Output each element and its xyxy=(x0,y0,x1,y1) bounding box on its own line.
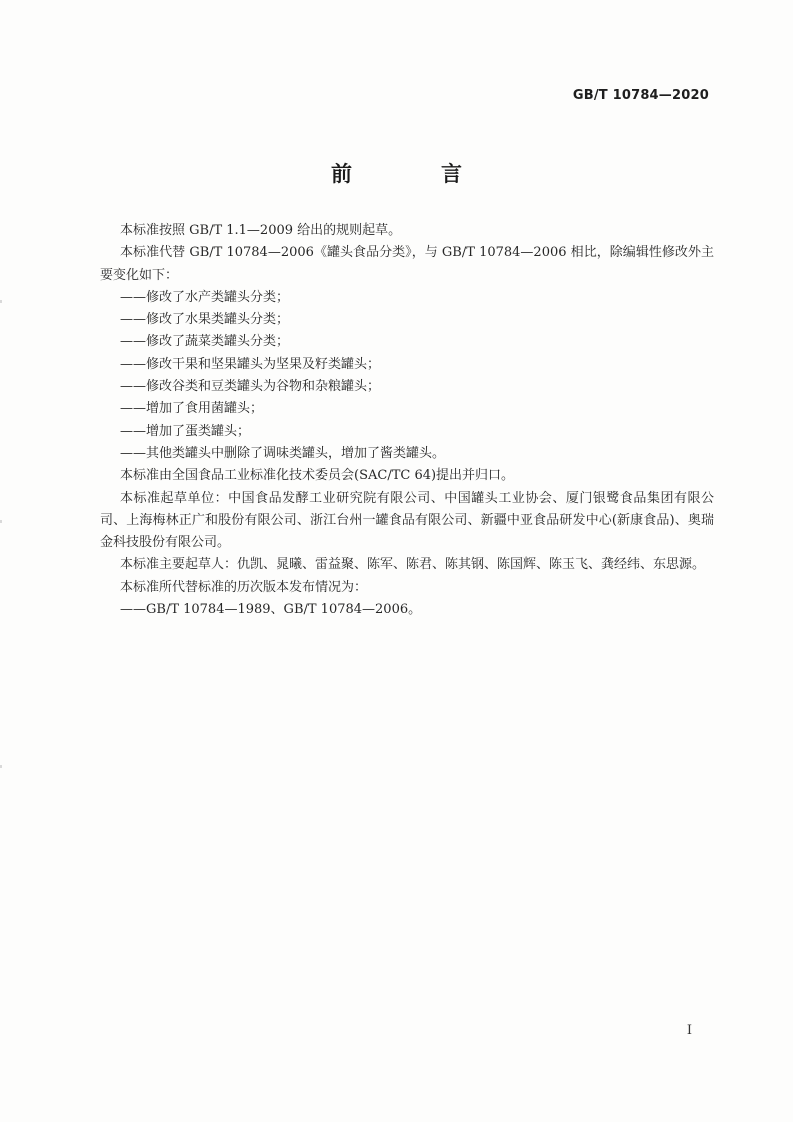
paragraph-drafters: 本标准主要起草人：仇凯、晁曦、雷益聚、陈军、陈君、陈其钢、陈国辉、陈玉飞、龚经纬、东思源。 xyxy=(120,557,706,573)
list-item: ——其他类罐头中删除了调味类罐头，增加了酱类罐头。 xyxy=(120,445,446,461)
list-item: ——修改谷类和豆类罐头为谷物和杂粮罐头； xyxy=(120,379,381,395)
paragraph-drafting-units: 本标准起草单位：中国食品发酵工业研究院有限公司、中国罐头工业协会、厦门银鹭食品集团有限公司、上海梅林正广和股份有限公司、浙江台州一罐食品有限公司、新疆中亚食品研发中心(新康食品)、奥瑞金科技股份有限公司。 xyxy=(100,490,714,551)
paragraph-proposer: 本标准由全国食品工业标准化技术委员会(SAC/TC 64)提出并归口。 xyxy=(120,468,515,484)
scan-artifact xyxy=(0,300,2,303)
standard-code: GB/T 10784—2020 xyxy=(572,88,709,103)
scan-artifact xyxy=(0,765,2,768)
list-item: ——修改干果和坚果罐头为坚果及籽类罐头； xyxy=(120,356,381,372)
changes-list xyxy=(100,287,714,465)
list-item: ——修改了水果类罐头分类； xyxy=(120,312,290,328)
paragraph-drafting-rule: 本标准按照 GB/T 1.1—2009 给出的规则起草。 xyxy=(120,223,402,238)
foreword-body xyxy=(100,220,714,621)
list-item: ——修改了蔬菜类罐头分类； xyxy=(120,334,290,350)
paragraph-replacement: 本标准代替 GB/T 10784—2006《罐头食品分类》，与 GB/T 10784—2006 相比，除编辑性修改外主要变化如下： xyxy=(100,245,714,283)
list-item: ——修改了水产类罐头分类； xyxy=(120,289,290,305)
history-versions: ——GB/T 10784—1989、GB/T 10784—2006。 xyxy=(120,602,422,618)
page-number: I xyxy=(686,1023,692,1038)
scan-artifact xyxy=(0,520,2,523)
list-item: ——增加了蛋类罐头； xyxy=(120,423,251,439)
list-item: ——增加了食用菌罐头； xyxy=(120,401,264,417)
paragraph-history-intro: 本标准所代替标准的历次版本发布情况为： xyxy=(120,579,368,595)
page-title: 前 言 xyxy=(331,162,496,186)
